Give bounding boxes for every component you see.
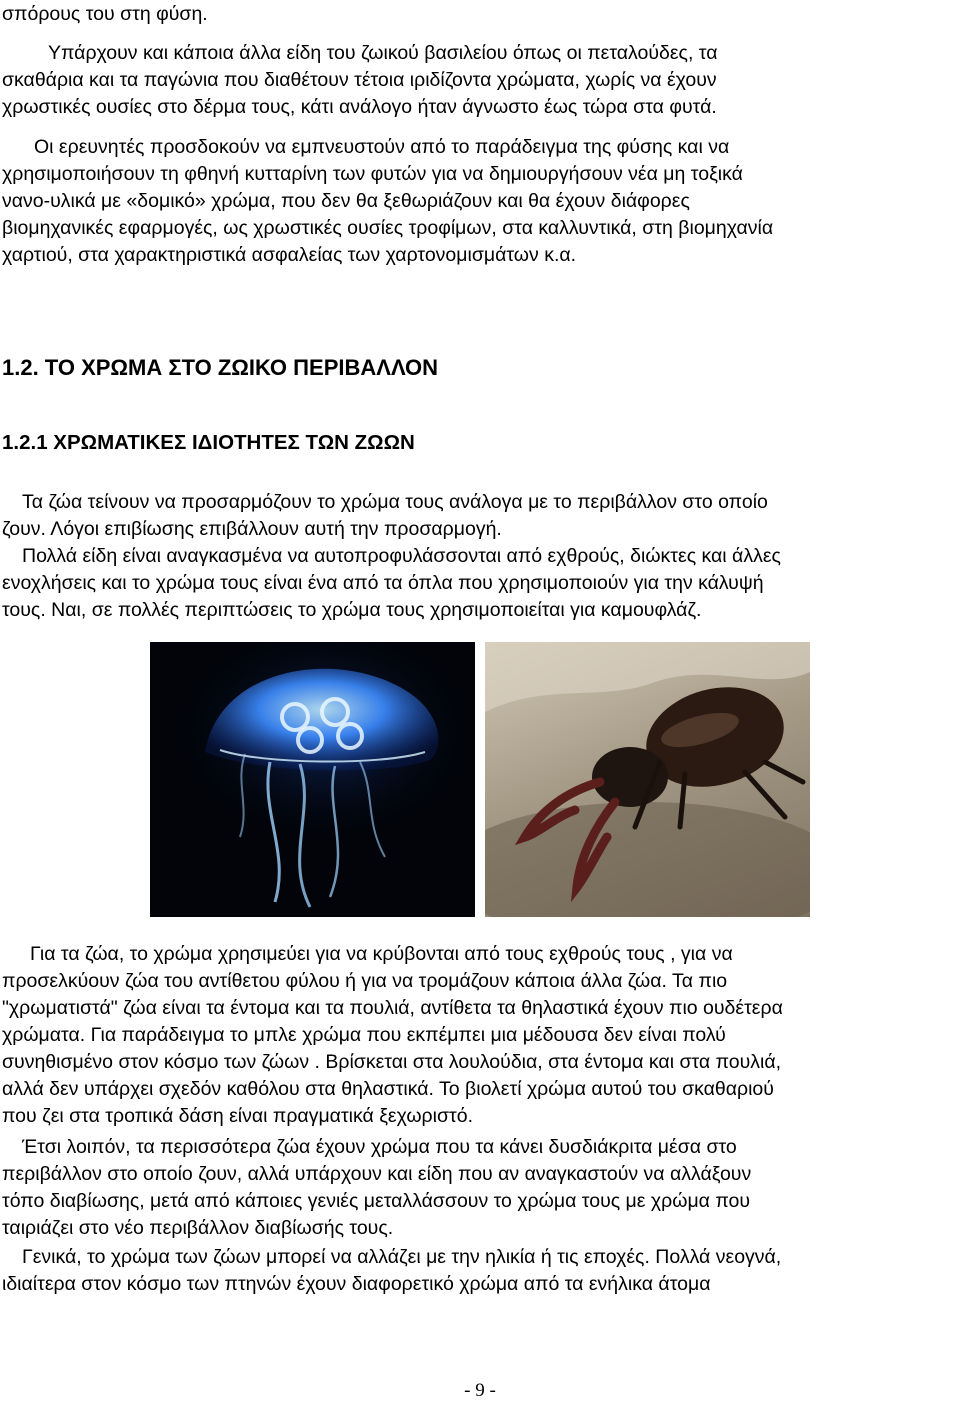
paragraph-researchers [0, 134, 960, 269]
text-line: χαρτιού, στα χαρακτηριστικά ασφαλείας των χαρτονομισμάτων κ.α. [2, 244, 577, 266]
paragraph-iridescent-animals [0, 40, 960, 121]
text-line: αλλά δεν υπάρχει σχεδόν καθόλου στα θηλαστικά. Το βιολετί χρώμα αυτού του σκαθαριού [2, 1078, 774, 1100]
text-line: βιομηχανικές εφαρμογές, ως χρωστικές ουσίες τροφίμων, στα καλλυντικά, στη βιομηχανία [2, 217, 774, 239]
text-line: ζουν. Λόγοι επιβίωσης επιβάλλουν αυτή την προσαρμογή. [2, 518, 502, 540]
text-line: ιδιαίτερα στον κόσμο των πτηνών έχουν διαφορετικό χρώμα από τα ενήλικα άτομα [2, 1273, 711, 1295]
text-line: σκαθάρια και τα παγώνια που διαθέτουν τέτοια ιριδίζοντα χρώματα, χωρίς να έχουν [2, 69, 717, 91]
subsection-heading: 1.2.1 ΧΡΩΜΑΤΙΚΕΣ ΙΔΙΟΤΗΤΕΣ ΤΩΝ ΖΩΩΝ [2, 431, 415, 454]
text-line: ενοχλήσεις και το χρώμα τους είναι ένα από τα όπλα που χρησιμοποιούν για την κάλυψή [2, 572, 764, 594]
text-line: χρωστικές ουσίες στο δέρμα τους, κάτι ανάλογο ήταν άγνωστο έως τώρα στα φυτά. [2, 96, 717, 118]
text-line: συνηθισμένο στον κόσμο των ζώων . Βρίσκεται στα λουλούδια, στα έντομα και στα πουλιά, [2, 1051, 782, 1073]
paragraph-colour-purpose [0, 941, 960, 1130]
jellyfish-photo [150, 642, 475, 917]
text-line: σπόρους του στη φύση. [2, 3, 208, 25]
text-line: χρησιμοποιήσουν τη φθηνή κυτταρίνη των φυτών για να δημιουργήσουν νέα μη τοξικά [2, 163, 743, 185]
text-line: Οι ερευνητές προσδοκούν να εμπνευστούν από το παράδειγμα της φύσης και να [34, 136, 730, 158]
paragraph-habitat [0, 1134, 960, 1242]
page-number: - 9 - [464, 1380, 496, 1401]
photo-pair [150, 642, 810, 917]
text-line: Τα ζώα τείνουν να προσαρμόζουν το χρώμα τους ανάλογα με το περιβάλλον στο οποίο [22, 491, 768, 513]
paragraph-camouflage [0, 543, 960, 624]
text-line: που ζει στα τροπικά δάση είναι πραγματικά ξεχωριστό. [2, 1105, 473, 1127]
paragraph-age-season [0, 1244, 960, 1298]
text-line: Έτσι λοιπόν, τα περισσότερα ζώα έχουν χρώμα που τα κάνει δυσδιάκριτα μέσα στο [22, 1136, 737, 1158]
stag-beetle-photo [485, 642, 810, 917]
text-line: τόπο διαβίωσης, μετά από κάποιες γενιές μεταλλάσσουν το χρώμα τους με χρώμα που [2, 1190, 751, 1212]
paragraph-intro-fragment [0, 1, 960, 28]
text-line: τους. Ναι, σε πολλές περιπτώσεις το χρώμα τους χρησιμοποιείται για καμουφλάζ. [2, 599, 702, 621]
text-line: Γενικά, το χρώμα των ζώων μπορεί να αλλάζει με την ηλικία ή τις εποχές. Πολλά νεογνά, [22, 1246, 782, 1268]
text-line: Πολλά είδη είναι αναγκασμένα να αυτοπροφυλάσσονται από εχθρούς, διώκτες και άλλες [22, 545, 781, 567]
text-line: χρώματα. Για παράδειγμα το μπλε χρώμα που εκπέμπει μια μέδουσα δεν είναι πολύ [2, 1024, 726, 1046]
text-line: Υπάρχουν και κάποια άλλα είδη του ζωικού βασιλείου όπως οι πεταλούδες, τα [48, 42, 718, 64]
text-line: ταιριάζει στο νέο περιβάλλον διαβίωσής τους. [2, 1217, 394, 1239]
text-line: Για τα ζώα, το χρώμα χρησιμεύει για να κρύβονται από τους εχθρούς τους , για να [30, 943, 733, 965]
text-line: νανο-υλικά με «δομικό» χρώμα, που δεν θα ξεθωριάζουν και θα έχουν διάφορες [2, 190, 690, 212]
text-line: περιβάλλον στο οποίο ζουν, αλλά υπάρχουν και είδη που αν αναγκαστούν να αλλάξουν [2, 1163, 752, 1185]
text-line: "χρωματιστά" ζώα είναι τα έντομα και τα πουλιά, αντίθετα τα θηλαστικά έχουν πιο ουδέτερα [2, 997, 783, 1019]
text-line: προσελκύουν ζώα του αντίθετου φύλου ή για να τρομάζουν κάποια άλλα ζώα. Τα πιο [2, 970, 728, 992]
section-heading: 1.2. ΤΟ ΧΡΩΜΑ ΣΤΟ ΖΩΙΚΟ ΠΕΡΙΒΑΛΛΟΝ [2, 355, 439, 380]
paragraph-adaptation [0, 489, 960, 543]
